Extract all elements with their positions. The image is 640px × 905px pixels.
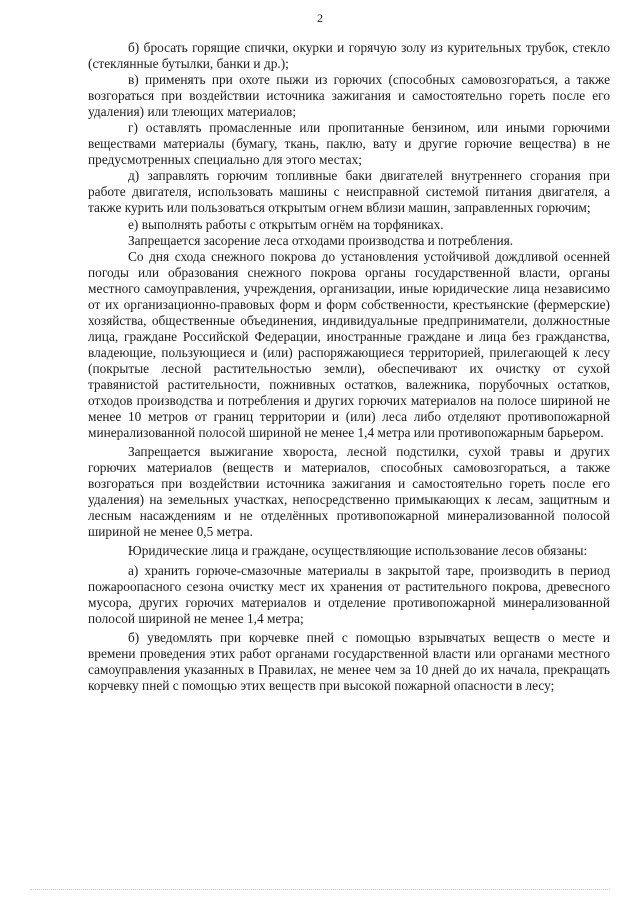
paragraph-item-g-oiled-materials: г) оставлять промасленные или пропитанные бензином, или иными горючими веществами материалы (бумагу, ткань, паклю, вату и другие горючие вещества) в не предусмотренных специально для этого местах;	[88, 120, 610, 168]
paragraph-item-a-fuel-storage: а) хранить горюче-смазочные материалы в закрытой таре, производить в период пожароопасного сезона очистку мест их хранения от растительного покрова, древесного мусора, других горючих материалов и отделение противопожарной минерализованной полосой шириной не менее 1,4 метра;	[88, 562, 610, 626]
page-number: 2	[317, 11, 323, 25]
paragraph-forest-littering-ban: Запрещается засорение леса отходами производства и потребления.	[128, 232, 514, 248]
paragraph-forest-users-obligations: Юридические лица и граждане, осуществляющие использование лесов обязаны:	[128, 543, 588, 559]
paragraph-burning-ban: Запрещается выжигание хвороста, лесной подстилки, сухой травы и других горючих материалов (веществ и материалов, способных самовозгораться, а также возгораться при воздействии источника зажигания и самостоятельно гореть после его удаления) на земельных участках, непосредственно примыкающих к лесам, защитным и лесным насаждениям и не отделённых противопожарной минерализованной полосой шириной не менее 0,5 метра.	[88, 444, 610, 540]
paragraph-item-b-stump-removal: б) уведомлять при корчевке пней с помощью взрывчатых веществ о месте и времени проведения этих работ органами государственной власти или органами местного самоуправления указанных в Правилах, не менее чем за 10 дней до их начала, прекращать корчевку пней с помощью этих веществ при высокой пожарной опасности в лесу;	[88, 629, 610, 693]
paragraph-item-e-peatlands: е) выполнять работы с открытым огнём на торфяниках.	[128, 216, 444, 232]
document-body	[88, 40, 610, 694]
paragraph-snow-cover-clearing: Со дня схода снежного покрова до установления устойчивой дождливой осенней погоды или образования снежного покрова органы государственной власти, органы местного самоуправления, учреждения, организации, иные юридические лица независимо от их организационно-правовых форм и форм собственности, крестьянские (фермерские) хозяйства, общественные объединения, индивидуальные предприниматели, должностные лица, граждане Российской Федерации, иностранные граждане и лица без гражданства, владеющие, пользующиеся и (или) распоряжающиеся территорией, прилегающей к лесу (покрытые лесной растительностью земли), обеспечивают их очистку от сухой травянистой растительности, пожнивных остатков, валежника, порубочных остатков, отходов производства и потребления и других горючих материалов на полосе шириной не менее 10 метров от границ территории и (или) леса либо отделяют противопожарной минерализованной полосой шириной не менее 1,4 метра или противопожарным барьером.	[88, 248, 610, 441]
paragraph-item-v-wads: в) применять при охоте пыжи из горючих (способных самовозгораться, а также возгораться при воздействии источника зажигания и самостоятельно гореть после его удаления) или тлеющих материалов;	[88, 72, 610, 120]
paragraph-item-b-matches: б) бросать горящие спички, окурки и горячую золу из курительных трубок, стекло (стеклянные бутылки, банки и др.);	[88, 40, 610, 72]
scan-edge-line	[30, 889, 610, 891]
paragraph-item-d-refueling: д) заправлять горючим топливные баки двигателей внутреннего сгорания при работе двигателя, использовать машины с неисправной системой питания двигателя, а также курить или пользоваться открытым огнем вблизи машин, заправленных горючим;	[88, 168, 610, 216]
